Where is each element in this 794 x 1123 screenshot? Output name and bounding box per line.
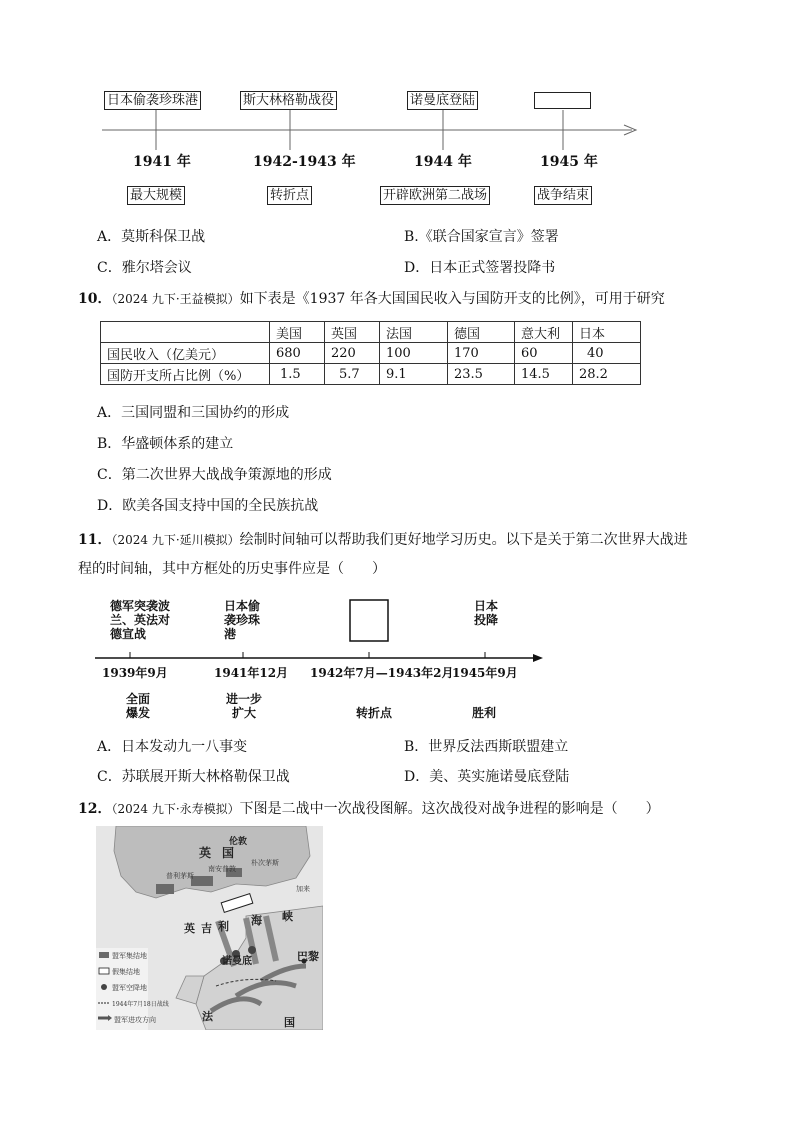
q10-number: 10． — [78, 291, 112, 307]
table-cell: 100 — [380, 343, 448, 364]
q9-option-d[interactable]: D．日本正式签署投降书 — [404, 260, 556, 276]
map-legend-4: 1944年7月18日战线 — [112, 1001, 169, 1008]
q9-sig-1: 最大规模 — [127, 186, 185, 205]
q11-option-c[interactable]: C．苏联展开斯大林格勒保卫战 — [97, 769, 290, 785]
q10-option-c[interactable]: C．第二次世界大战战争策源地的形成 — [97, 467, 332, 483]
table-header-cell: 意大利 — [515, 322, 573, 343]
map-label-small-1: 朴次茅斯 — [251, 859, 279, 867]
map-label-london: 伦敦 — [229, 837, 248, 847]
table-cell: 220 — [325, 343, 380, 364]
table-header-cell: 法国 — [380, 322, 448, 343]
q11-date-1: 1939年9月 — [102, 666, 168, 680]
q9-year-4: 1945 年 — [540, 154, 598, 170]
table-cell: 9.1 — [380, 364, 448, 385]
q11-stem-line1 — [78, 530, 688, 550]
q11-date-3: 1942年7月—1943年2月 — [310, 666, 454, 680]
q11-stem-line2: 程的时间轴，其中方框处的历史事件应是（ ） — [78, 561, 386, 577]
q11-date-4: 1945年9月 — [452, 666, 518, 680]
map-label-small-3: 普利茅斯 — [166, 872, 194, 880]
q11-top-1b: 兰、英法对 — [110, 613, 171, 627]
q12-battle-map — [96, 826, 323, 1030]
q11-option-a[interactable]: A．日本发动九一八事变 — [97, 739, 248, 755]
q10-stem-text: 如下表是《1937 年各大国国民收入与国防开支的比例》，可用于研究 — [239, 291, 665, 307]
map-label-channel-4: 海 — [251, 914, 262, 927]
q9-option-a[interactable]: A．莫斯科保卫战 — [97, 229, 206, 245]
q11-option-b[interactable]: B．世界反法西斯联盟建立 — [404, 739, 569, 755]
table-cell: 1.5 — [270, 364, 325, 385]
q11-bottom-1b: 爆发 — [126, 706, 151, 720]
q11-bottom-4: 胜利 — [472, 706, 497, 720]
table-row — [101, 343, 641, 364]
map-label-paris: 巴黎 — [297, 950, 319, 963]
q9-event-1: 日本偷袭珍珠港 — [104, 91, 201, 110]
q11-top-1a: 德军突袭波 — [110, 599, 171, 613]
table-header-row — [101, 322, 641, 343]
q9-blank-box — [534, 92, 591, 109]
q11-option-d[interactable]: D．美、英实施诺曼底登陆 — [404, 769, 570, 785]
q12-source: （2024 九下·永寿模拟） — [111, 802, 240, 816]
table-header-cell: 德国 — [448, 322, 515, 343]
table-row — [101, 364, 641, 385]
q12-number: 12． — [78, 801, 112, 817]
q9-year-2: 1942-1943 年 — [253, 154, 356, 170]
map-legend-3: 盟军空降地 — [112, 984, 147, 992]
table-cell: 680 — [270, 343, 325, 364]
map-legend-2: 假集结地 — [112, 968, 140, 976]
q11-top-3a: 日本 — [474, 599, 499, 613]
q10-table — [100, 321, 641, 385]
map-label-small-2: 南安普敦 — [208, 865, 236, 873]
q9-sig-2: 转折点 — [267, 186, 312, 205]
map-label-channel-1: 英 — [184, 922, 195, 935]
map-label-england-2: 国 — [222, 846, 235, 860]
map-label-england-1: 英 — [199, 846, 212, 860]
q9-option-b[interactable]: B.《联合国家宣言》签署 — [404, 229, 559, 245]
q11-bottom-1a: 全面 — [126, 692, 151, 706]
q11-top-2b: 袭珍珠 — [224, 613, 261, 627]
q11-top-1c: 德宣战 — [110, 627, 147, 641]
table-header-cell: 美国 — [270, 322, 325, 343]
table-cell: 60 — [515, 343, 573, 364]
table-cell: 170 — [448, 343, 515, 364]
table-header-cell: 日本 — [573, 322, 641, 343]
table-cell: 14.5 — [515, 364, 573, 385]
map-label-france-2: 国 — [284, 1016, 295, 1029]
q12-stem-text: 下图是二战中一次战役图解。这次战役对战争进程的影响是（ ） — [239, 801, 660, 817]
map-label-france-1: 法 — [202, 1010, 213, 1023]
q11-top-2a: 日本偷 — [224, 599, 261, 613]
q11-bottom-3: 转折点 — [356, 706, 393, 720]
map-label-channel-5: 峡 — [282, 910, 293, 923]
q11-number: 11． — [78, 532, 112, 548]
map-label-normandy: 诺曼底 — [222, 956, 252, 967]
q9-sig-3: 开辟欧洲第二战场 — [380, 186, 490, 205]
map-label-channel-3: 利 — [218, 920, 229, 933]
q9-sig-4: 战争结束 — [534, 186, 592, 205]
q10-option-a[interactable]: A．三国同盟和三国协约的形成 — [97, 405, 290, 421]
q10-source: （2024 九下·王益模拟） — [111, 292, 240, 306]
q9-event-2: 斯大林格勒战役 — [240, 91, 337, 110]
table-cell: 5.7 — [325, 364, 380, 385]
q9-event-3: 诺曼底登陆 — [407, 91, 478, 110]
map-legend-1: 盟军集结地 — [112, 952, 147, 960]
map-legend-5: 盟军进攻方向 — [114, 1016, 156, 1024]
q10-stem — [78, 289, 665, 309]
q11-top-3b: 投降 — [474, 613, 499, 627]
q9-year-3: 1944 年 — [414, 154, 472, 170]
q11-source: （2024 九下·延川模拟） — [111, 533, 240, 547]
q11-date-2: 1941年12月 — [214, 666, 289, 680]
table-header-cell — [101, 322, 270, 343]
map-label-small-4: 加来 — [296, 885, 310, 893]
q11-bottom-2a: 进一步 — [226, 692, 263, 706]
q9-option-c[interactable]: C．雅尔塔会议 — [97, 260, 192, 276]
q11-bottom-2b: 扩大 — [232, 706, 257, 720]
table-header-cell: 英国 — [325, 322, 380, 343]
map-label-channel-2: 吉 — [201, 922, 212, 935]
q9-year-1: 1941 年 — [133, 154, 191, 170]
q12-stem — [78, 799, 660, 819]
q10-option-d[interactable]: D．欧美各国支持中国的全民族抗战 — [97, 498, 319, 514]
q11-top-2c: 港 — [224, 627, 237, 641]
table-cell: 23.5 — [448, 364, 515, 385]
table-cell: 国防开支所占比例（%） — [101, 364, 270, 385]
table-cell: 40 — [573, 343, 641, 364]
q10-option-b[interactable]: B．华盛顿体系的建立 — [97, 436, 234, 452]
table-cell: 28.2 — [573, 364, 641, 385]
table-cell: 国民收入（亿美元） — [101, 343, 270, 364]
q11-stem-text1: 绘制时间轴可以帮助我们更好地学习历史。以下是关于第二次世界大战进 — [239, 532, 688, 548]
